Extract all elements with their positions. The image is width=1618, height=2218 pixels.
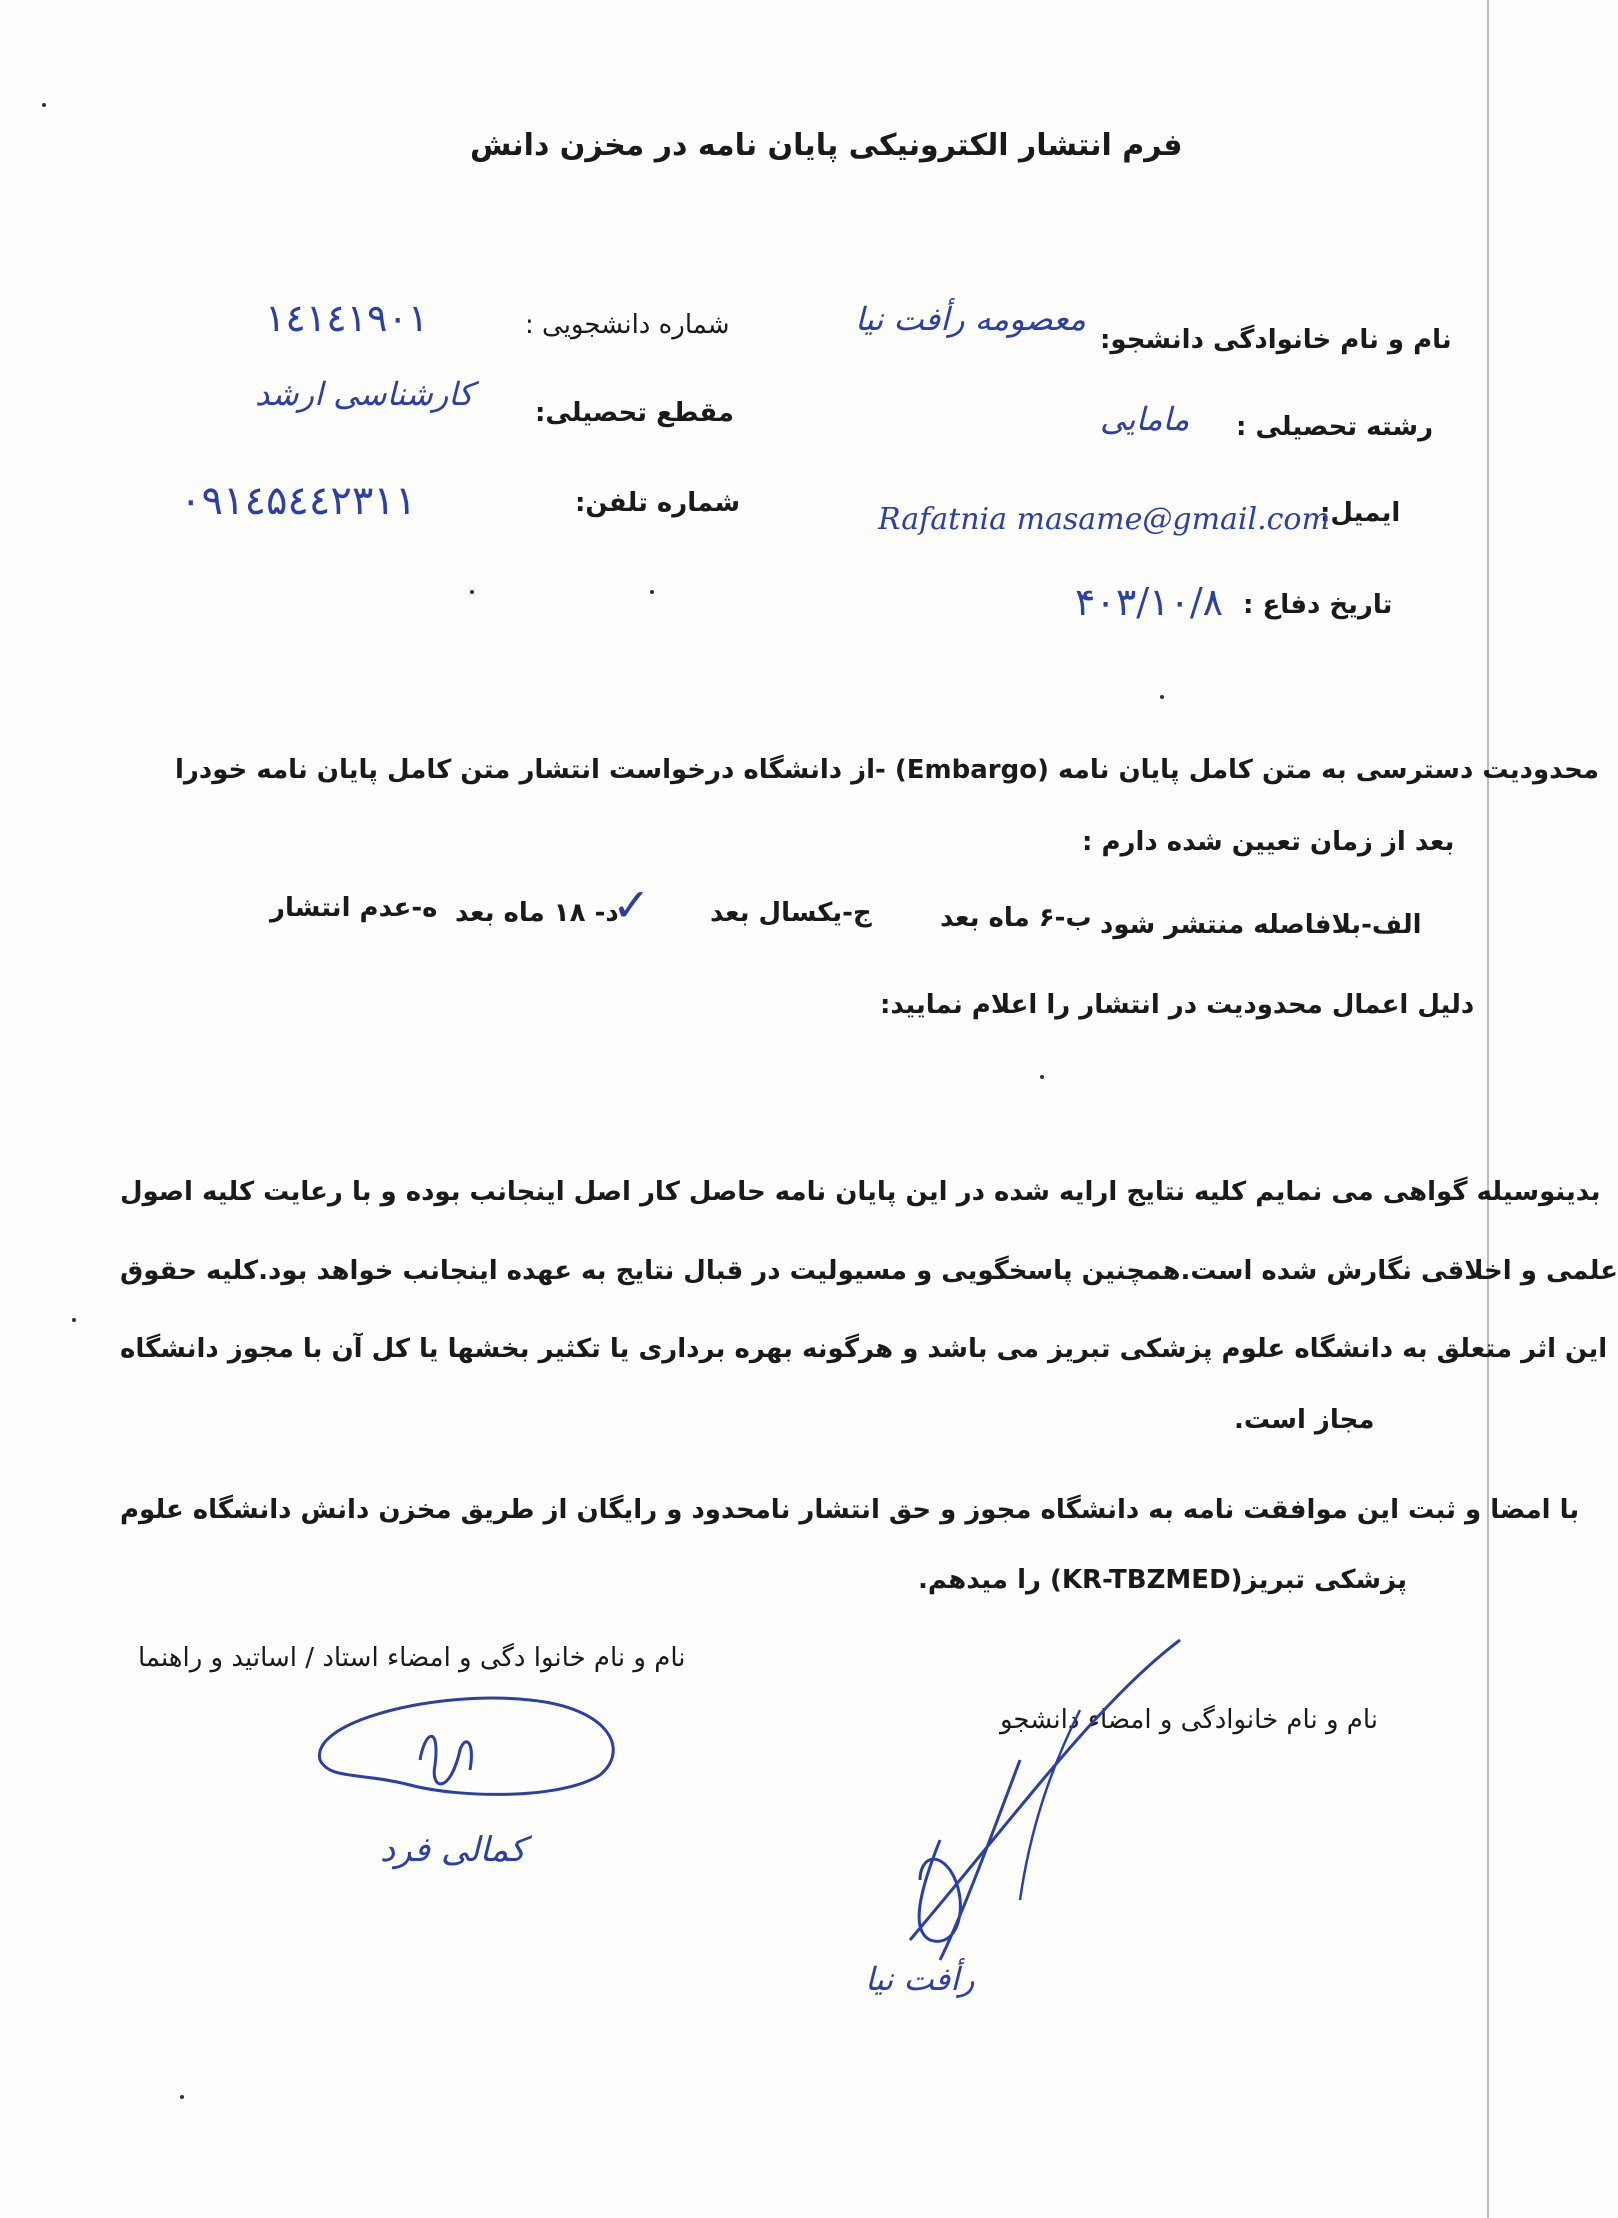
scan-speck [180, 2095, 184, 2099]
scan-speck [42, 103, 46, 107]
declaration-line-1: بدینوسیله گواهی می نمایم کلیه نتایج ارایه شده در این پایان نامه حاصل کار اصل اینجانب بوده و با رعایت کلیه اصول [120, 1177, 1601, 1207]
embargo-option-1-year[interactable]: ج-یکسال بعد [710, 898, 872, 928]
declaration-line-4: مجاز است. [1234, 1405, 1375, 1435]
student-name-label: نام و نام خانوادگی دانشجو: [1100, 325, 1452, 355]
embargo-option-immediate[interactable]: الف-بلافاصله منتشر شود [1100, 910, 1422, 940]
scan-speck [1160, 695, 1164, 699]
student-id-label: شماره دانشجویی : [525, 310, 730, 340]
phone-value: ۰۹۱٤۵٤٤۲۳۱۱ [180, 478, 417, 524]
consent-line-2: پزشکی تبریز(KR-TBZMED) را میدهم. [918, 1565, 1408, 1595]
scan-speck [72, 1318, 76, 1322]
student-signature-image [850, 1640, 1210, 1980]
student-handwritten-name: رأفت نیا [865, 1960, 975, 1998]
defense-date-label: تاریخ دفاع : [1243, 590, 1393, 620]
student-id-value: ۱٤۱٤۱۹۰۱ [265, 296, 429, 340]
embargo-text-line-1: محدودیت دسترسی به متن کامل پایان نامه (Embargo) -از دانشگاه درخواست انتشار متن کامل پایان نامه خودرا [175, 755, 1599, 785]
major-value: مامایی [1100, 400, 1190, 438]
embargo-selected-checkmark: ✓ [612, 878, 651, 932]
email-value: Rafatnia masame@gmail.com [878, 502, 1330, 537]
declaration-line-3: این اثر متعلق به دانشگاه علوم پزشکی تبریز می باشد و هرگونه بهره برداری یا تکثیر بخشها یا کل آن با مجوز دانشگاه [120, 1334, 1608, 1364]
email-label: ایمیل: [1320, 498, 1401, 528]
phone-label: شماره تلفن: [575, 488, 741, 518]
major-label: رشته تحصیلی : [1236, 412, 1434, 442]
scan-edge-line [1487, 0, 1489, 2218]
embargo-option-no-publish[interactable]: ه-عدم انتشار [270, 893, 438, 923]
degree-value: کارشناسی ارشد [255, 375, 474, 413]
form-title: فرم انتشار الکترونیکی پایان نامه در مخزن دانش [470, 128, 1183, 163]
declaration-line-2: علمی و اخلاقی نگارش شده است.همچنین پاسخگویی و مسیولیت در قبال نتایج به عهده اینجانب خواهد بود.کلیه حقوق [120, 1256, 1618, 1286]
advisor-signature-label: نام و نام خانوا دگی و امضاء استاد / اساتید و راهنما [138, 1643, 686, 1673]
student-signature-label: نام و نام خانوادگی و امضاء دانشجو [1000, 1705, 1379, 1735]
embargo-option-18-months[interactable]: د- ۱۸ ماه بعد [455, 898, 619, 928]
degree-label: مقطع تحصیلی: [535, 398, 734, 428]
scan-speck [470, 590, 474, 594]
advisor-handwritten-name: کمالی فرد [380, 1830, 526, 1870]
embargo-text-line-2: بعد از زمان تعیین شده دارم : [1082, 827, 1455, 857]
defense-date-value: ۴۰۳/۱۰/۸ [1075, 580, 1224, 624]
student-name-value: معصومه رأفت نیا [855, 300, 1086, 338]
scan-speck [1040, 1075, 1044, 1079]
scan-speck [650, 590, 654, 594]
embargo-option-6-months[interactable]: ب-۶ ماه بعد [940, 903, 1092, 933]
embargo-reason-label: دلیل اعمال محدودیت در انتشار را اعلام نمایید: [880, 990, 1475, 1020]
consent-line-1: با امضا و ثبت این موافقت نامه به دانشگاه مجوز و حق انتشار نامحدود و رایگان از طریق مخزن دانش دانشگاه علوم [120, 1495, 1580, 1525]
